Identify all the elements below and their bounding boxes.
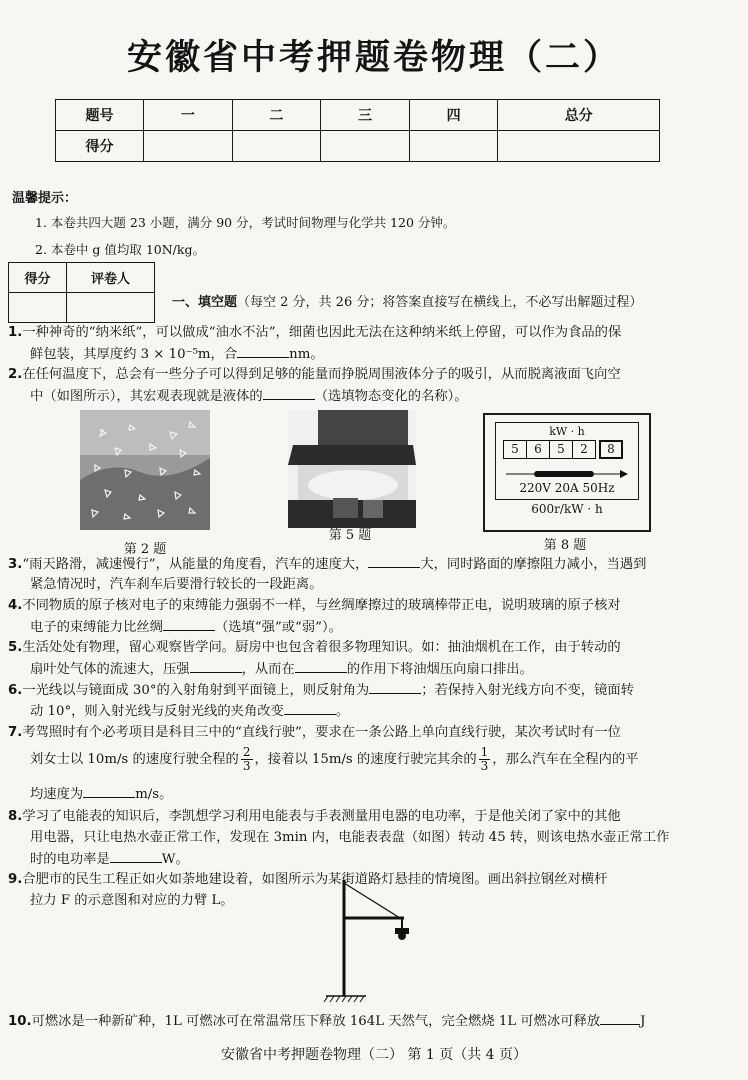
score-cell [409,131,498,162]
question-6 [8,679,730,701]
question-number: 8. [8,809,23,824]
fraction-numerator: 2 [242,745,251,759]
question-text: ，从而在 [241,662,295,677]
figure-street-lamp[interactable] [320,878,420,1004]
question-text: 鲜包装，其厚度约 3 × 10⁻⁵m，合 [30,347,238,362]
question-text: 时的电功率是 [30,852,110,867]
question-number: 6. [8,683,23,698]
question-number: 2. [8,367,23,382]
question-text: （选填“强”或“弱”）。 [214,620,342,635]
question-number: 10. [8,1014,32,1029]
grader-cell [9,293,67,323]
fraction [241,746,253,773]
figure-electric-meter [483,413,651,532]
score-cell: 三 [321,100,410,131]
question-text: “雨天路滑，减速慢行”，从能量的角度看，汽车的速度大， [22,557,369,572]
question-text: 合肥市的民生工程正如火如荼地建设着，如图所示为某街道路灯悬挂的情境图。画出斜拉钢丝对横杆 [22,872,608,887]
meter-digit: 5 [550,440,573,459]
answer-blank[interactable] [368,553,420,568]
question-4 [8,595,730,616]
meter-spec: 220V 20A 50Hz [519,481,615,495]
tip-item: 2. 本卷中 g 值均取 10N/kg。 [35,242,205,257]
question-text: ；若保持入射光线方向不变，镜面转 [421,683,634,698]
answer-blank[interactable] [83,783,135,798]
score-cell: 二 [232,100,321,131]
question-8-line2: 用电器，只让电热水壶正常工作，发现在 3min 内，电能表表盘（如图）转动 45 转，则该电热水壶正常工作 [30,830,670,845]
question-text: ，那么汽车在全程内的平 [492,752,639,767]
question-text: 一光线以与镜面成 30°的入射角射到平面镜上，则反射角为 [22,683,370,698]
question-4-line2 [30,616,730,638]
grader-score-label: 得分 [9,263,67,293]
question-text: 电子的束缚能力比丝绸 [30,620,163,635]
answer-blank[interactable] [237,343,289,358]
question-7-line3 [30,783,730,805]
question-text: 不同物质的原子核对电子的束缚能力强弱不一样，与丝绸摩擦过的玻璃棒带正电，说明玻璃的原子核对 [22,598,621,613]
question-6-line2 [30,700,730,722]
figure-evaporation-image [80,410,210,530]
fraction-denominator: 3 [242,759,251,773]
question-text: 在任何温度下，总会有一些分子可以得到足够的能量而挣脱周围液体分子的吸引，从而脱离液面飞向空 [22,367,621,382]
question-number: 1. [8,325,23,340]
grader-name-label: 评卷人 [67,263,155,293]
score-cell: 四 [409,100,498,131]
grader-table [8,262,155,323]
question-text: 的作用下将油烟压向扇口排出。 [346,662,533,677]
section-note: （每空 2 分，共 26 分；将答案直接写在横线上，不必写出解题过程） [237,295,643,310]
meter-spec: 600r/kW · h [531,502,603,516]
score-cell [498,131,660,162]
meter-digit: 5 [503,440,527,459]
question-text: m/s。 [135,787,173,802]
question-number: 9. [8,872,23,887]
question-text: ，接着以 15m/s 的速度行驶完其余的 [254,752,477,767]
question-5-line2 [30,658,730,680]
answer-blank[interactable] [369,679,421,694]
question-text: 刘女士以 10m/s 的速度行驶全程的 [30,752,239,767]
page-footer: 安徽省中考押题卷物理（二） 第 1 页（共 4 页） [220,1047,528,1063]
question-text: W。 [161,852,189,867]
question-1 [8,322,730,343]
score-cell [144,131,233,162]
question-text: 生活处处有物理，留心观察皆学问。厨房中也包含着很多物理知识。如：抽油烟机在工作，由于转动的 [22,640,621,655]
score-table [55,99,660,162]
grader-cell [67,293,155,323]
meter-digits [503,440,623,459]
question-number: 7. [8,725,23,740]
figure-caption: 第 8 题 [543,538,587,553]
question-9-line2: 拉力 F 的示意图和对应的力臂 L。 [30,893,234,908]
question-number: 5. [8,640,23,655]
question-10 [8,1010,730,1032]
page-title: 安徽省中考押题卷物理（二） [126,38,621,78]
question-text: 可燃冰是一种新矿种，1L 可燃冰可在常温常压下释放 164L 天然气，完全燃烧 1L 可燃冰可释放 [31,1014,601,1029]
answer-blank[interactable] [190,658,242,673]
question-text: 动 10°，则入射光线与反射光线的夹角改变 [30,704,284,719]
question-2-line2 [30,385,730,407]
score-cell: 题号 [56,100,144,131]
meter-rotating-disc [504,467,630,481]
fraction-denominator: 3 [480,759,489,773]
question-7-line2 [30,745,730,775]
meter-digit: 6 [527,440,550,459]
answer-blank[interactable] [263,385,315,400]
figure-caption: 第 5 题 [328,528,372,543]
question-text: 大，同时路面的摩擦阻力减小，当遇到 [420,557,647,572]
tip-item: 1. 本卷共四大题 23 小题，满分 90 分，考试时间物理与化学共 120 分钟。 [35,215,456,230]
score-table-header-row [56,100,660,131]
question-number: 4. [8,598,23,613]
question-text: 。 [335,704,350,719]
question-1-line2 [30,343,730,365]
meter-digit: 2 [573,440,596,459]
answer-blank[interactable] [110,848,162,863]
answer-blank[interactable] [295,658,347,673]
question-text: 一种神奇的“纳米纸”，可以做成“油水不沾”，细菌也因此无法在这种纳米纸上停留，可以作为食品的保 [22,325,622,340]
score-cell: 一 [144,100,233,131]
score-cell [232,131,321,162]
meter-digit: 8 [599,440,623,459]
answer-blank[interactable] [284,700,336,715]
question-text: 扇叶处气体的流速大，压强 [30,662,190,677]
score-cell: 得分 [56,131,144,162]
figure-range-hood-image [288,410,416,528]
question-3-line2: 紧急情况时，汽车刹车后要滑行较长的一段距离。 [30,577,323,592]
question-text: 中（如图所示），其宏观表现就是液体的 [30,389,263,404]
question-number: 3. [8,557,23,572]
question-3 [8,553,730,575]
question-7 [8,722,730,743]
question-8 [8,806,730,827]
question-text: 均速度为 [30,787,84,802]
score-cell [321,131,410,162]
meter-unit: kW · h [549,425,585,438]
fraction-numerator: 1 [480,745,489,759]
fraction [479,746,491,773]
section-header [172,291,642,310]
tips-heading: 温馨提示： [12,191,78,206]
section-title: 一、填空题 [172,295,238,310]
question-text: nm。 [289,347,324,362]
score-cell: 总分 [498,100,660,131]
score-table-score-row [56,131,660,162]
answer-blank[interactable] [163,616,215,631]
question-5 [8,637,730,658]
question-2 [8,364,730,385]
question-8-line3 [30,848,730,870]
answer-blank[interactable] [600,1010,640,1025]
question-text: 学习了电能表的知识后，李凯想学习利用电能表与手表测量用电器的电功率，于是他关闭了家中的其他 [22,809,621,824]
question-text: J [640,1014,646,1029]
question-text: 考驾照时有个必考项目是科目三中的“直线行驶”，要求在一条公路上单向直线行驶，某次考试时有一位 [22,725,621,740]
meter-panel [495,422,639,500]
question-text: （选填物态变化的名称）。 [314,389,468,404]
figure-caption: 第 2 题 [123,542,167,557]
